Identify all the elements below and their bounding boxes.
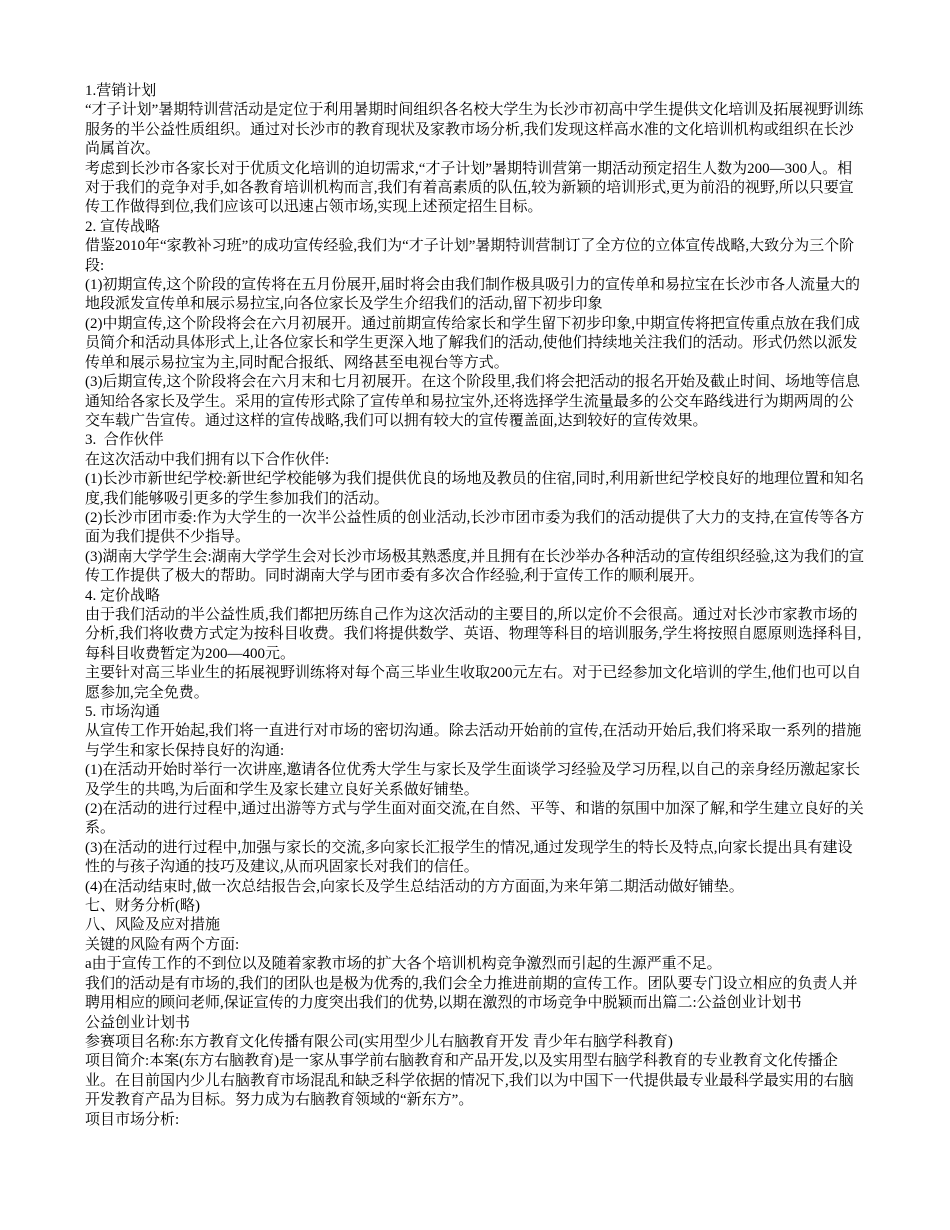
paragraph: 从宣传工作开始起,我们将一直进行对市场的密切沟通。除去活动开始前的宣传,在活动开始后,我们将采取一系列的措施与学生和家长保持良好的沟通:	[85, 723, 862, 759]
list-item: (3)湖南大学学生会:湖南大学学生会对长沙市场极其熟悉度,并且拥有在长沙举办各种活动的宣传组织经验,这为我们的宣传工作提供了极大的帮助。同时湖南大学与团市委有多次合作经验,利于宣传工作的顺利展开。	[85, 548, 865, 585]
section-heading-risk-measures: 八、风险及应对措施	[85, 917, 221, 934]
section-heading-pricing-strategy: 4. 定价战略	[85, 587, 161, 604]
list-item: (1)长沙市新世纪学校:新世纪学校能够为我们提供优良的场地及教员的住宿,同时,利用新世纪学校良好的地理位置和知名度,我们能够吸引更多的学生参加我们的活动。	[85, 471, 865, 507]
list-item: (2)在活动的进行过程中,通过出游等方式与学生面对面交流,在自然、平等、和谐的氛围中加深了解,和学生建立良好的关系。	[85, 801, 864, 837]
paragraph: a由于宣传工作的不到位以及随着家教市场的扩大各个培训机构竞争激烈而引起的生源严重不足。	[85, 956, 722, 973]
paragraph: “才子计划”暑期特训营活动是定位于利用暑期时间组织各名校大学生为长沙市初高中学生提供文化培训及拓展视野训练服务的半公益性质组织。通过对长沙市的教育现状及家教市场分析,我们发现这样高水准的文化培训机构或组织在长沙尚属首次。	[85, 102, 864, 158]
section-heading-partners: 3. 合作伙伴	[85, 432, 164, 449]
paragraph: 参赛项目名称:东方教育文化传播有限公司(实用型少儿右脑教育开发 青少年右脑学科教育)	[85, 1033, 673, 1050]
list-item: (3)在活动的进行过程中,加强与家长的交流,多向家长汇报学生的情况,通过发现学生的特长及特点,向家长提出具有建设性的与孩子沟通的技巧及建议,从而巩固家长对我们的信任。	[85, 839, 853, 876]
paragraph: 主要针对高三毕业生的拓展视野训练将对每个高三毕业生收取200元左右。对于已经参加文化培训的学生,他们也可以自愿参加,完全免费。	[85, 665, 862, 701]
paragraph: 在这次活动中我们拥有以下合作伙伴:	[85, 451, 330, 468]
paragraph: 我们的活动是有市场的,我们的团队也是极为优秀的,我们会全力推进前期的宣传工作。团队要专门设立相应的负责人并聘用相应的顾问老师,保证宣传的力度突出我们的优势,以期在激烈的市场竞争中脱颖而出篇二:公益创业计划书	[85, 975, 858, 1012]
section-heading-marketing-plan: 1.营销计划	[85, 83, 157, 99]
section-heading-financial-analysis: 七、财务分析(略)	[85, 898, 200, 915]
list-item: (2)中期宣传,这个阶段将会在六月初展开。通过前期宣传给家长和学生留下初步印象,中期宣传将把宣传重点放在我们成员简介和活动具体形式上,让各位家长和学生更深入地了解我们的活动,使他们持续地关注我们的活动。形式仍然以派发传单和展示易拉宝为主,同时配合报纸、网络甚至电视台等方式。	[85, 315, 860, 371]
list-item: (4)在活动结束时,做一次总结报告会,向家长及学生总结活动的方方面面,为来年第二期活动做好铺垫。	[85, 878, 744, 895]
paragraph: 借鉴2010年“家教补习班”的成功宣传经验,我们为“才子计划”暑期特训营制订了全方位的立体宣传战略,大致分为三个阶段:	[85, 238, 855, 274]
section-heading-market-communication: 5. 市场沟通	[85, 704, 161, 720]
list-item: (2)长沙市团市委:作为大学生的一次半公益性质的创业活动,长沙市团市委为我们的活动提供了大力的支持,在宣传等各方面为我们提供不少指导。	[85, 509, 865, 546]
list-item: (1)在活动开始时举行一次讲座,邀请各位优秀大学生与家长及学生面谈学习经验及学习历程,以自己的亲身经历激起家长及学生的共鸣,为后面和学生及家长建立良好关系做好铺垫。	[85, 762, 860, 798]
list-item: (1)初期宣传,这个阶段的宣传将在五月份展开,届时将会由我们制作极具吸引力的宣传单和易拉宝在长沙市各人流量大的地段派发宣传单和展示易拉宝,向各位家长及学生介绍我们的活动,留下初步印象	[85, 277, 860, 313]
section-heading-project-market-analysis: 项目市场分析:	[85, 1111, 180, 1128]
paragraph: 关键的风险有两个方面:	[85, 936, 240, 953]
document-subtitle: 公益创业计划书	[85, 1014, 191, 1031]
document-page	[85, 82, 867, 1130]
paragraph: 考虑到长沙市各家长对于优质文化培训的迫切需求,“才子计划”暑期特训营第一期活动预定招生人数为200—300人。相对于我们的竞争对手,如各教育培训机构而言,我们有着高素质的队伍,较为新颖的培训形式,更为前沿的视野,所以只要宣传工作做得到位,我们应该可以迅速占领市场,实现上述预定招生目标。	[85, 160, 854, 216]
list-item: (3)后期宣传,这个阶段将会在六月末和七月初展开。在这个阶段里,我们将会把活动的报名开始及截止时间、场地等信息通知给各家长及学生。采用的宣传形式除了宣传单和易拉宝外,还将选择学生流量最多的公交车路线进行为期两周的公交车载广告宣传。通过这样的宣传战略,我们可以拥有较大的宣传覆盖面,达到较好的宣传效果。	[85, 374, 860, 429]
paragraph: 项目简介:本案(东方右脑教育)是一家从事学前右脑教育和产品开发,以及实用型右脑学科教育的专业教育文化传播企业。在目前国内少儿右脑教育市场混乱和缺乏科学依据的情况下,我们以为中国下一代提供最专业最科学最实用的右脑开发教育产品为目标。努力成为右脑教育领域的“新东方”。	[85, 1053, 854, 1109]
section-heading-promotion-strategy: 2. 宣传战略	[85, 218, 161, 235]
paragraph: 由于我们活动的半公益性质,我们都把历练自己作为这次活动的主要目的,所以定价不会很高。通过对长沙市家教市场的分析,我们将收费方式定为按科目收费。我们将提供数学、英语、物理等科目的培训服务,学生将按照自愿原则选择科目,每科目收费暂定为200—400元。	[85, 606, 862, 662]
